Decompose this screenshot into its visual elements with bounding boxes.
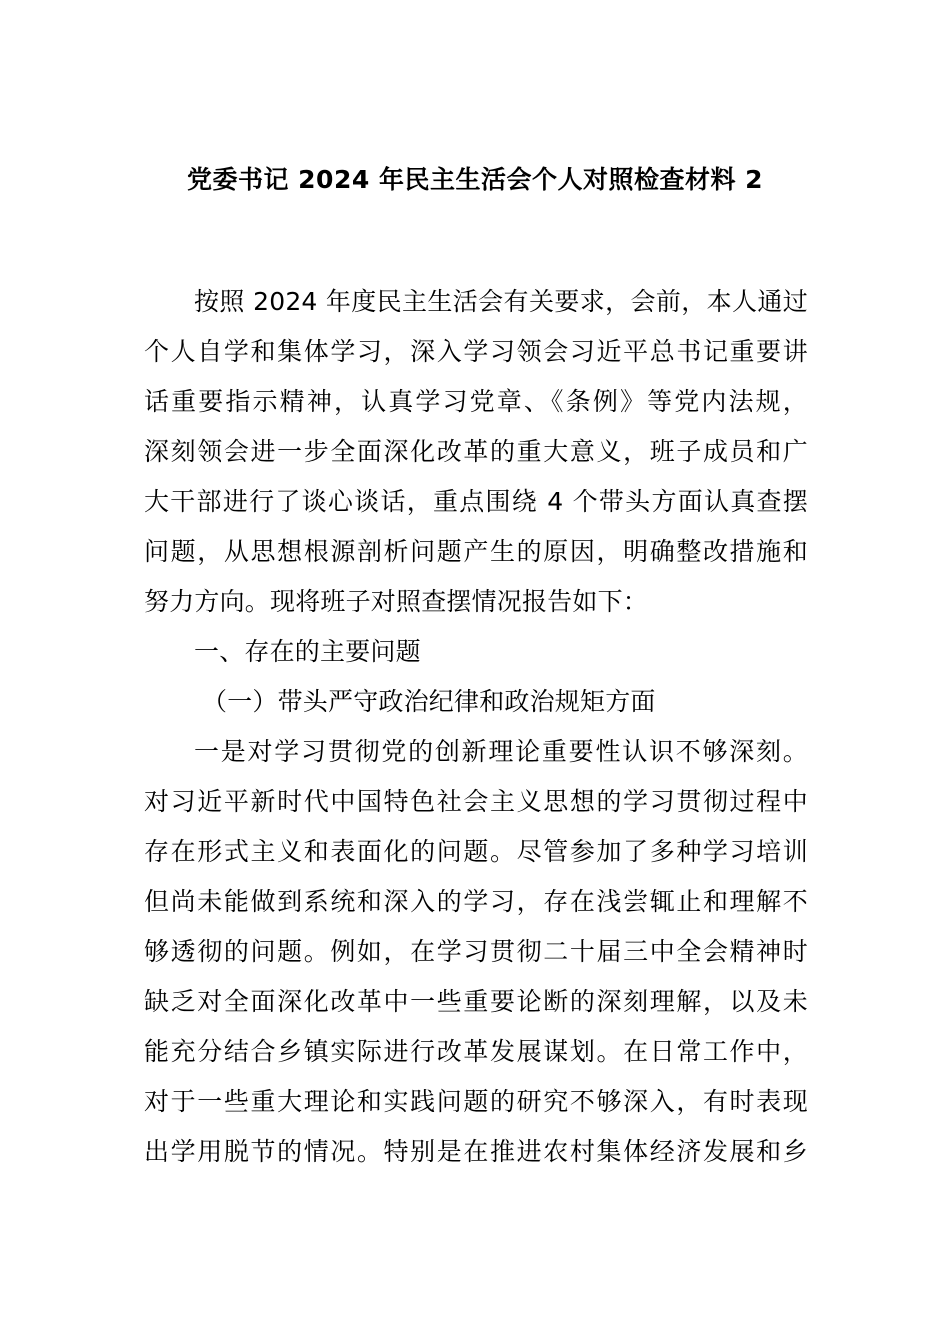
paragraph-line: 对于一些重大理论和实践问题的研究不够深入，有时表现 xyxy=(144,1087,808,1116)
paragraph-line: 努力方向。现将班子对照查摆情况报告如下： xyxy=(144,587,649,616)
paragraph-line: 深刻领会进一步全面深化改革的重大意义，班子成员和广 xyxy=(144,437,808,466)
paragraph-line: 但尚未能做到系统和深入的学习，存在浅尝辄止和理解不 xyxy=(144,887,808,916)
paragraph-line: 大干部进行了谈心谈话，重点围绕 4 个带头方面认真查摆 xyxy=(144,487,808,516)
paragraph-line: 能充分结合乡镇实际进行改革发展谋划。在日常工作中， xyxy=(144,1037,808,1066)
paragraph-line: 个人自学和集体学习，深入学习领会习近平总书记重要讲 xyxy=(144,337,808,366)
paragraph-line: 按照 2024 年度民主生活会有关要求，会前，本人通过 xyxy=(194,287,808,316)
paragraph-line: 出学用脱节的情况。特别是在推进农村集体经济发展和乡 xyxy=(144,1137,808,1166)
paragraph-line: 一是对学习贯彻党的创新理论重要性认识不够深刻。 xyxy=(194,737,808,766)
subsection-heading: （一）带头严守政治纪律和政治规矩方面 xyxy=(202,687,656,716)
paragraph-line: 缺乏对全面深化改革中一些重要论断的深刻理解，以及未 xyxy=(144,987,808,1016)
section-heading: 一、存在的主要问题 xyxy=(194,637,421,666)
paragraph-line: 话重要指示精神，认真学习党章、《条例》等党内法规， xyxy=(144,387,808,416)
document-title: 党委书记 2024 年民主生活会个人对照检查材料 2 xyxy=(186,165,764,194)
paragraph-line: 对习近平新时代中国特色社会主义思想的学习贯彻过程中 xyxy=(144,787,808,816)
document-body xyxy=(144,284,808,1184)
paragraph-line: 够透彻的问题。例如，在学习贯彻二十届三中全会精神时 xyxy=(144,937,808,966)
paragraph-line: 问题，从思想根源剖析问题产生的原因，明确整改措施和 xyxy=(144,537,808,566)
paragraph-line: 存在形式主义和表面化的问题。尽管参加了多种学习培训 xyxy=(144,837,808,866)
